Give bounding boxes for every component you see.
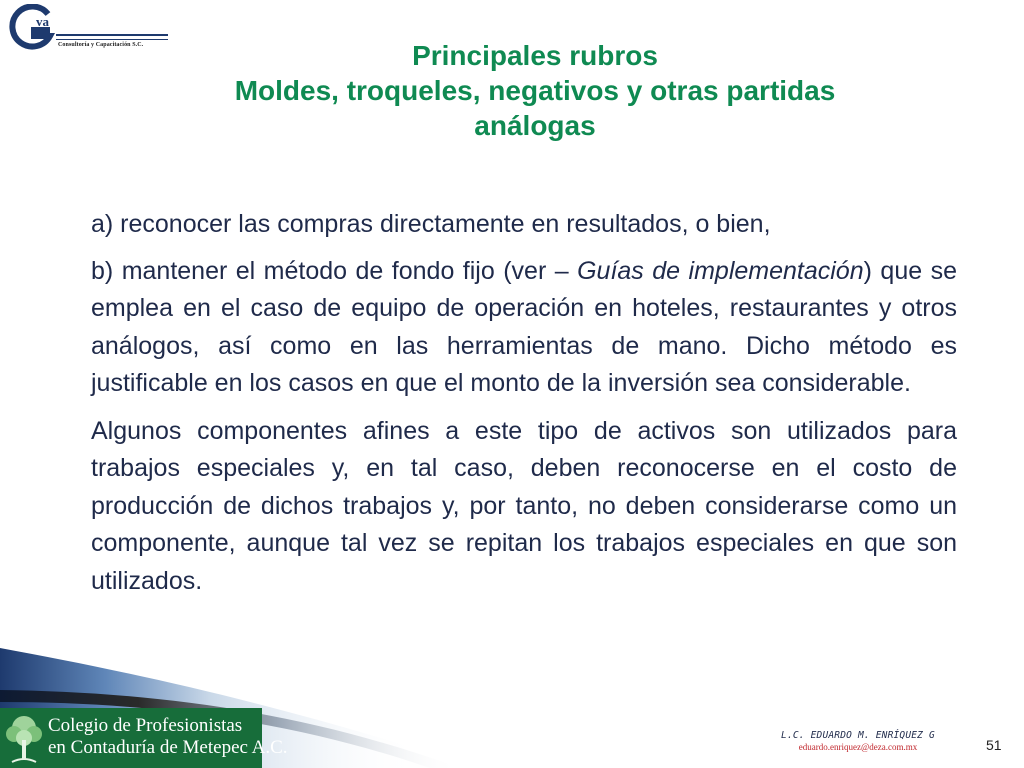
title-line-3: análogas	[474, 110, 596, 141]
paragraph-components: Algunos componentes afines a este tipo de activos son utilizados para trabajos especiales y, en tal caso, deben reconocerse en el costo de producción de dichos trabajos y, por tanto, no deben considerarse como un componente, aunque tal vez se repitan los trabajos especiales en que son utilizados.	[91, 416, 957, 595]
slide-title	[140, 38, 930, 143]
colegio-name	[48, 715, 288, 759]
tree-icon	[2, 712, 46, 766]
logo-caption: Consultoría y Capacitación S.C.	[58, 42, 144, 48]
author-signature	[758, 730, 958, 752]
logo-letters: va	[36, 14, 49, 29]
author-name: L.C. EDUARDO M. ENRÍQUEZ G	[781, 730, 935, 741]
author-email: eduardo.enriquez@deza.com.mx	[798, 742, 918, 752]
colegio-line-1: Colegio de Profesionistas	[48, 715, 243, 736]
paragraph-b-end: ) que se emplea en el caso de equipo de operación en hoteles, restaurantes y otros análogos, así como en las herramientas de mano. Dicho método es justificable en los casos en que el monto de la inversión sea considerable.	[91, 256, 957, 397]
paragraph-a: a) reconocer las compras directamente en resultados, o bien,	[91, 210, 771, 238]
slide-body	[91, 206, 957, 610]
title-line-2: Moldes, troqueles, negativos y otras partidas	[234, 75, 836, 106]
page-number: 51	[986, 737, 1002, 753]
paragraph-b-start: b) mantener el método de fondo fijo (ver –	[91, 256, 578, 285]
colegio-line-2: en Contaduría de Metepec A.C.	[48, 737, 288, 758]
paragraph-b-italic: Guías de implementación	[577, 256, 864, 285]
paragraph-b	[91, 253, 957, 403]
title-line-1: Principales rubros	[412, 40, 658, 71]
colegio-logo-block	[0, 708, 288, 768]
